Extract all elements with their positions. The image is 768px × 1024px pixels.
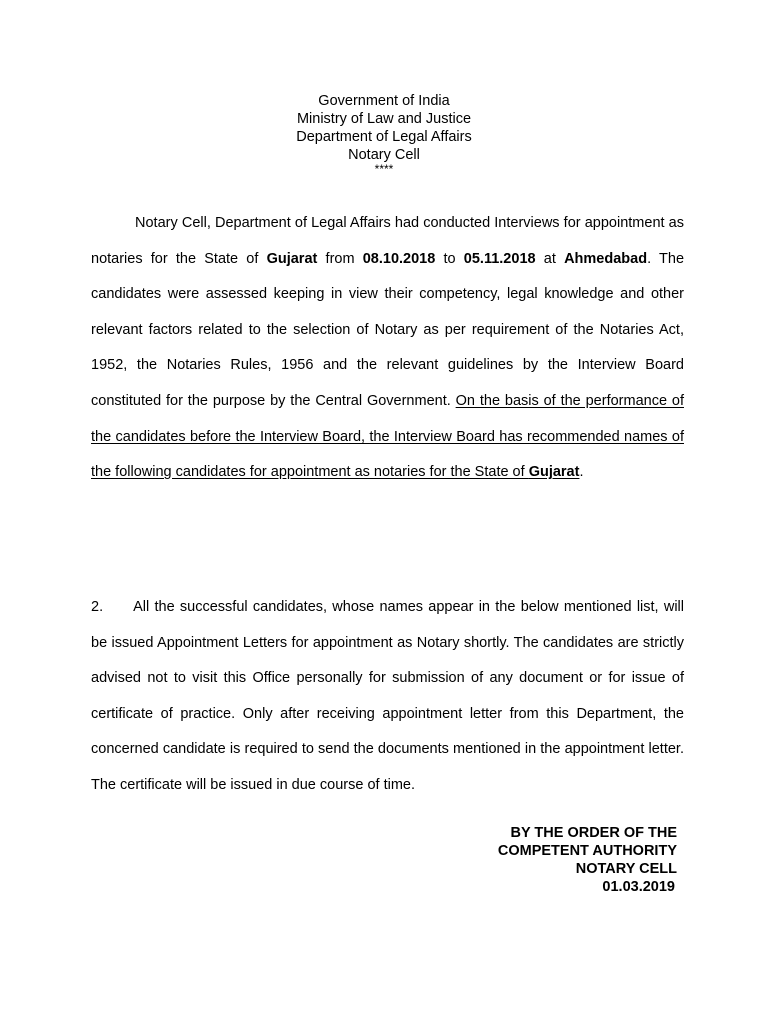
signature-cell: NOTARY CELL xyxy=(575,861,677,877)
para2-number: 2. xyxy=(91,599,104,615)
para1-state-end: Gujarat xyxy=(528,464,580,481)
para1-end: . xyxy=(579,464,584,481)
paragraph-appointment-letters xyxy=(91,590,684,804)
para1-state: Gujarat xyxy=(266,250,318,267)
para2-text: All the successful candidates, whose names appear in the below mentioned list, will be issued Appointment Letters for appointment as Notary shortly. The candidates are strictly advised not to visit this Office personally for submission of any document or for issue of certificate of practice. Only after receiving appointment letter from this Department, the concerned candidate is required to send the documents mentioned in the appointment letter. The certificate will be issued in due course of time. xyxy=(91,599,684,793)
para1-text-4: at xyxy=(535,250,565,267)
para1-text-1: Notary Cell, Department of Legal Affairs had conducted Interviews for appointment as notaries for the State of xyxy=(91,215,684,267)
header-cell: Notary Cell xyxy=(348,147,420,163)
para1-text-2: from xyxy=(317,250,363,267)
para1-text-5: . The candidates were assessed keeping in view their competency, legal knowledge and other relevant factors related to the selection of Notary as per requirement of the Notaries Act, 1952, the Notaries Rules, 1956 and the relevant guidelines by the Interview Board constituted for the purpose by the Central Government. xyxy=(91,250,685,409)
signature-date: 01.03.2019 xyxy=(602,879,675,895)
para1-city: Ahmedabad xyxy=(564,250,648,267)
para1-underlined-recommendation: On the basis of the performance of the candidates before the Interview Board, the Interview Board has recommended names of the following candidates for appointment as notaries for the State of xyxy=(91,392,684,481)
header-department: Department of Legal Affairs xyxy=(296,129,472,145)
para1-to-date: 05.11.2018 xyxy=(463,250,536,267)
header-ministry: Ministry of Law and Justice xyxy=(296,111,472,127)
para1-from-date: 08.10.2018 xyxy=(362,250,436,267)
para1-text-3: to xyxy=(435,250,464,267)
header-separator-stars: **** xyxy=(374,162,394,176)
document-header xyxy=(0,92,768,174)
signature-block xyxy=(498,824,677,896)
signature-order: BY THE ORDER OF THE xyxy=(510,825,677,841)
header-government: Government of India xyxy=(318,93,450,109)
signature-authority: COMPETENT AUTHORITY xyxy=(497,843,677,859)
paragraph-interview-notice xyxy=(91,206,684,491)
